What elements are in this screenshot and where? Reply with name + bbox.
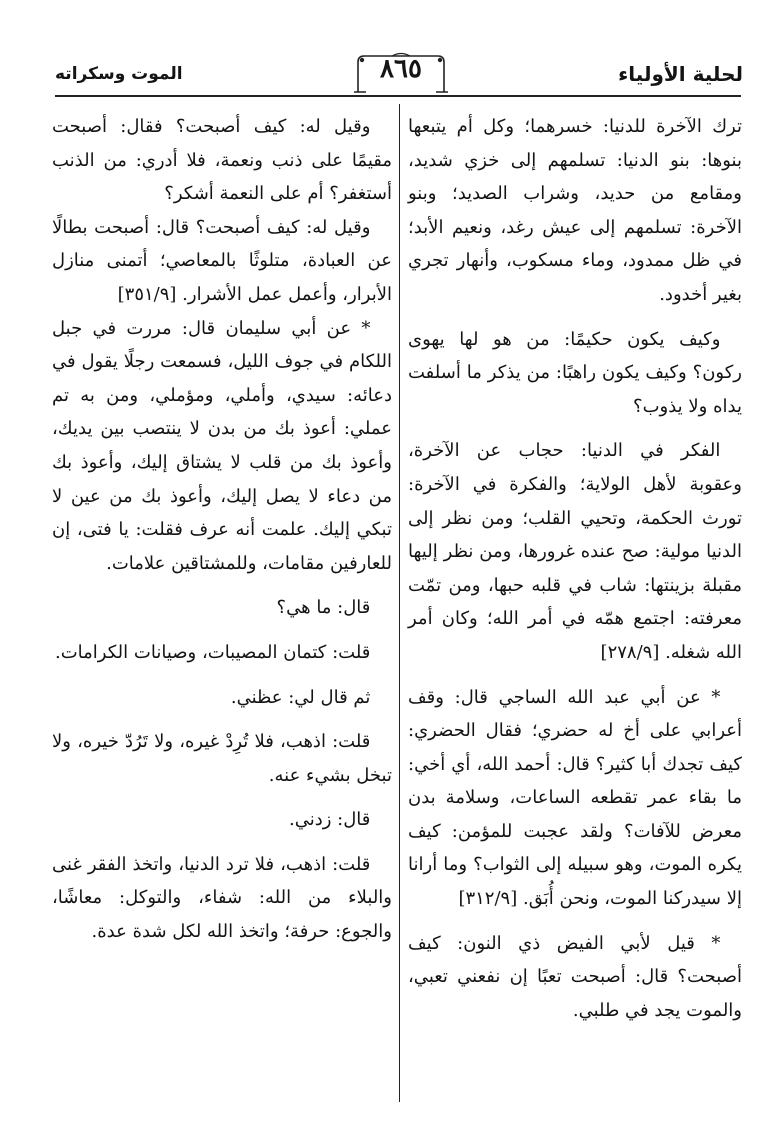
right-column — [408, 110, 742, 1027]
paragraph: قال: ما هي؟ — [276, 597, 371, 619]
left-column — [52, 110, 392, 949]
chapter-title: الموت وسكراته — [55, 64, 183, 84]
citation-reference: [٢٧٨/٩] — [600, 641, 660, 663]
paragraph: ثم قال لي: عظني. — [230, 686, 371, 708]
book-title: لحلية الأولياء — [618, 62, 743, 86]
citation-reference: [٣١٢/٩] — [458, 888, 518, 910]
column-divider — [399, 104, 400, 1102]
paragraph: وقيل له: كيف أصبحت؟ فقال: أصبحت مقيمًا على ذنب ونعمة، فلا أدري: من الذنب أستغفر؟ أم على النعمة أشكر؟ — [52, 116, 392, 205]
header-rule — [55, 95, 741, 97]
paragraph: * عن أبي سليمان قال: مررت في جبل اللكام في جوف الليل، فسمعت رجلًا يقول في دعائه: سيدي، وأملي، ومؤملي، ومن به تم عملي: أعوذ بك من بدن لا ينتصب بين يديك، وأعوذ بك من قلب لا يشتاق إليك، وأعوذ بك من دعاء لا يصل إليك، وأعوذ بك من عين لا تبكي إليك. علمت أنه عرف فقلت: يا فتى، إن للعارفين مقامات، وللمشتاقين علامات. — [52, 317, 392, 574]
paragraph: الفكر في الدنيا: حجاب عن الآخرة، وعقوبة لأهل الولاية؛ والفكرة في الآخرة: تورث الحكمة، وتحيي القلب؛ ومن نظر إلى الدنيا مولية: صح عنده غرورها، ومن نظر إليها مقبلة بزينتها: شاب في قلبه حبها، ومن تمّت معرفته: اجتمع همّه في أمر الله؛ وكان أمر الله شغله. [٢٧٨/٩] — [408, 440, 742, 663]
page-number: ٨٦٥ — [380, 54, 422, 84]
paragraph: قلت: اذهب، فلا تُرِدْ غيره، ولا تَرُدّ خيره، ولا تبخل بشيء عنه. — [52, 731, 392, 786]
paragraph: قال: زدني. — [289, 809, 371, 831]
paragraph: قلت: اذهب، فلا ترد الدنيا، واتخذ الفقر غنى والبلاء من الله: شفاء، والتوكل: معاشًا، والجوع: حرفة؛ واتخذ الله لكل شدة عدة. — [52, 853, 392, 943]
page-header — [0, 0, 781, 100]
paragraph: وقيل له: كيف أصبحت؟ قال: أصبحت بطالًا عن العبادة، متلوثًا بالمعاصي؛ أتمنى منازل الأبرار، وأعمل عمل الأشرار. [٣٥١/٩] — [52, 216, 392, 305]
citation-reference: [٣٥١/٩] — [117, 283, 177, 305]
paragraph: * قيل لأبي الفيض ذي النون: كيف أصبحت؟ قال: أصبحت تعبًا إن نفعني تعبي، والموت يجد في طلبي. — [408, 932, 742, 1021]
paragraph: وكيف يكون حكيمًا: من هو لها يهوى ركون؟ وكيف يكون راهبًا: من يذكر ما أسلفت يداه ولا يذوب؟ — [408, 328, 742, 417]
paragraph: قلت: كتمان المصيبات، وصيانات الكرامات. — [55, 641, 371, 663]
paragraph: * عن أبي عبد الله الساجي قال: وقف أعرابي على أخ له حضري؛ فقال الحضري: كيف تجدك أبا كثير؟ قال: أحمد الله، أي أخي: ما بقاء عمر تقطعه الساعات، وسلامة بدن معرض للآفات؟ ولقد عجبت للمؤمن: كيف يكره الموت، وهو سبيله إلى الثواب؟ وما أرانا إلا سيدركنا الموت، ونحن أُبَق. [٣١٢/٩] — [408, 686, 742, 910]
paragraph: ترك الآخرة للدنيا: خسرهما؛ وكل أم يتبعها بنوها: بنو الدنيا: تسلمهم إلى خزي شديد، ومقامع من حديد، وشراب الصديد؛ وبنو الآخرة: تسلمهم إلى عيش رغد، ونعيم الأبد؛ في ظل ممدود، وماء مسكوب، وأنهار تجري بغير أخدود. — [408, 116, 742, 305]
